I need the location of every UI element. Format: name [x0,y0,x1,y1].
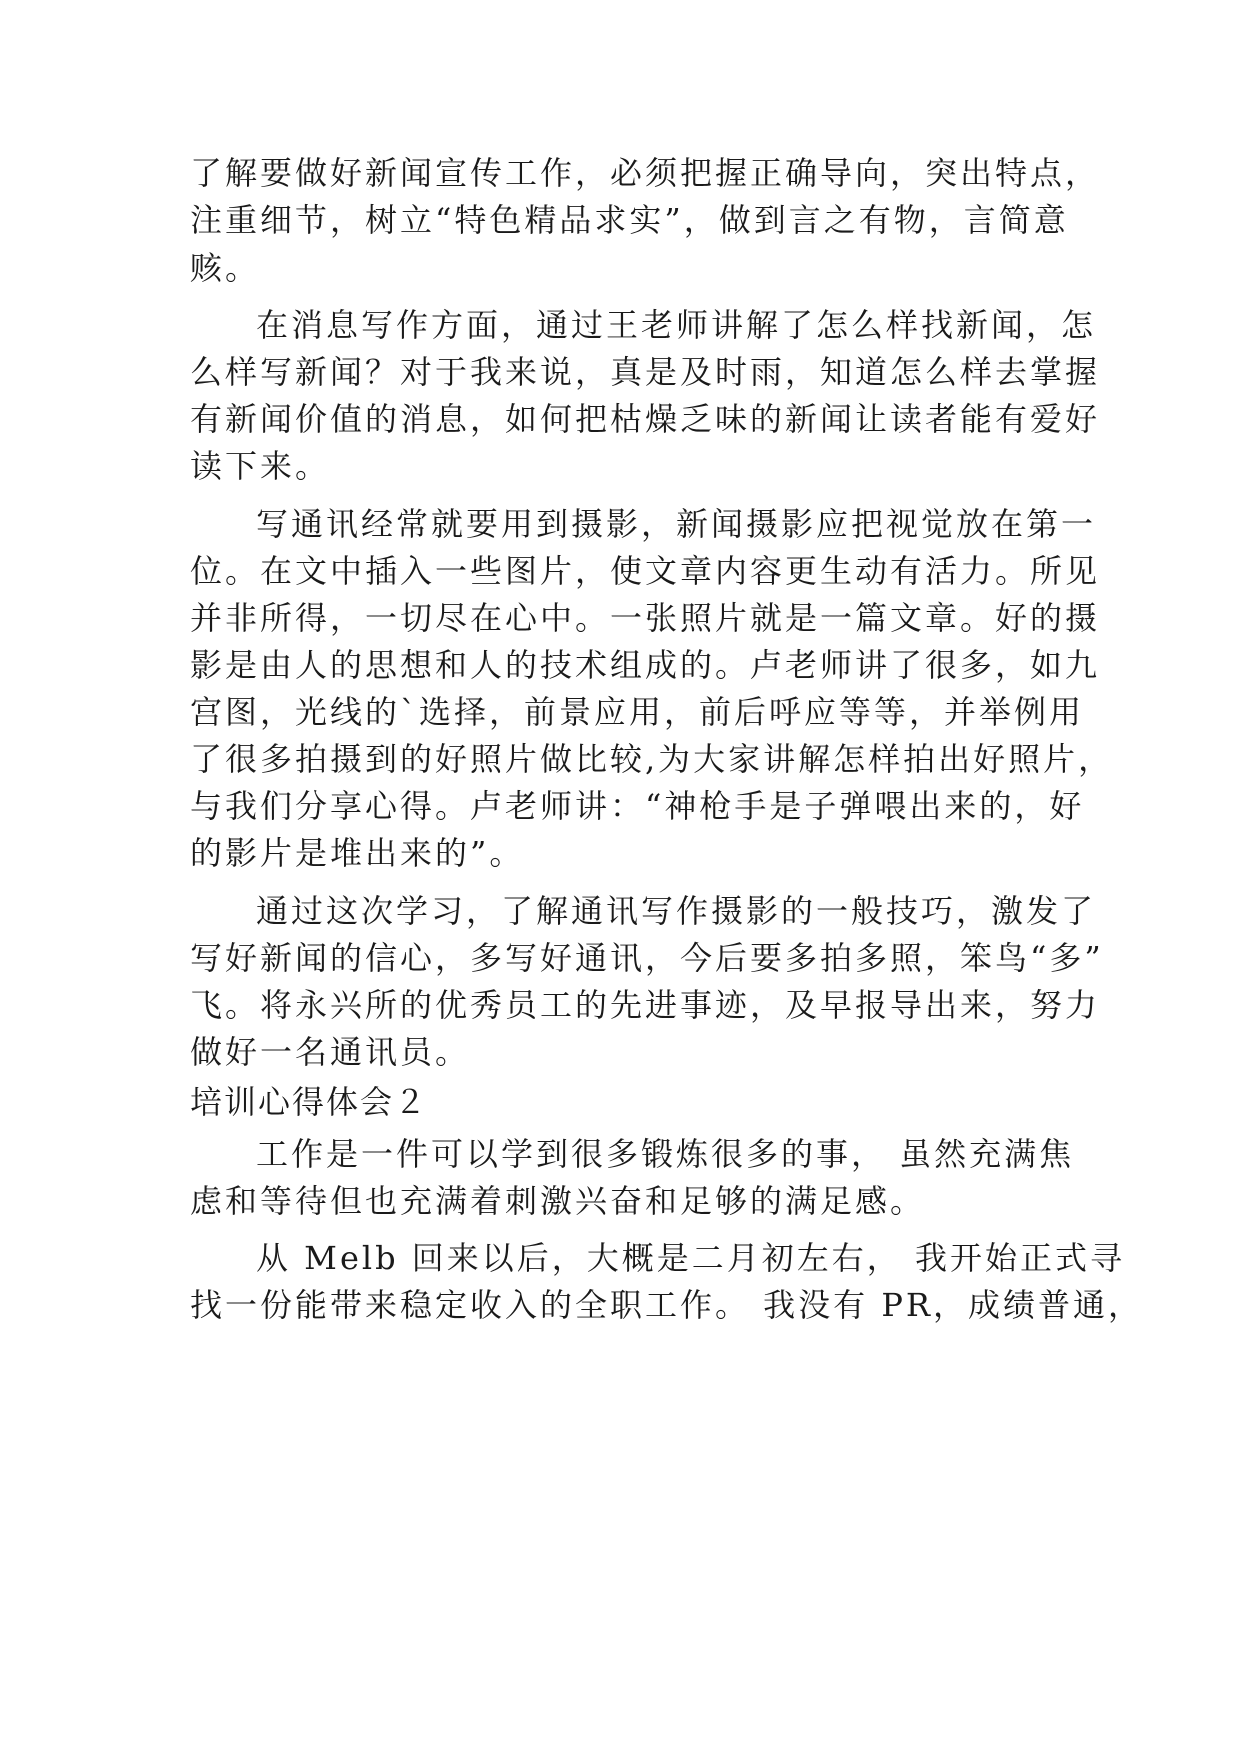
text-line: 并非所得，一切尽在心中。一张照片就是一篇文章。好的摄 [190,599,1101,637]
text-line: 的影片是堆出来的”。 [190,834,525,872]
text-line: 工作是一件可以学到很多锻炼很多的事， 虽然充满焦 [256,1135,1075,1173]
text-line: 宫图，光线的`选择，前景应用，前后呼应等等，并举例用 [190,693,1085,731]
text-line: 虑和等待但也充满着刺激兴奋和足够的满足感。 [190,1182,926,1220]
text-line: 了很多拍摄到的好照片做比较,为大家讲解怎样拍出好照片， [190,740,1114,778]
text-line: 飞。将永兴所的优秀员工的先进事迹，及早报导出来，努力 [190,986,1101,1024]
text-line: 赅。 [190,249,261,287]
text-line: 从 Melb 回来以后，大概是二月初左右， 我开始正式寻 [256,1239,1125,1277]
text-line: 有新闻价值的消息，如何把枯燥乏味的新闻让读者能有爱好 [190,400,1101,438]
section-heading: 培训心得体会２ [190,1083,429,1121]
text-line: 读下来。 [190,447,331,485]
text-line: 影是由人的思想和人的技术组成的。卢老师讲了很多，如九 [190,646,1101,684]
text-line: 写通讯经常就要用到摄影，新闻摄影应把视觉放在第一 [256,505,1097,543]
text-line: 在消息写作方面，通过王老师讲解了怎么样找新闻，怎 [256,306,1097,344]
text-line: 通过这次学习，了解通讯写作摄影的一般技巧，激发了 [256,892,1097,930]
text-line: 么样写新闻？对于我来说，真是及时雨，知道怎么样去掌握 [190,353,1101,391]
text-line: 与我们分享心得。卢老师讲：“神枪手是子弹喂出来的，好 [190,787,1085,825]
text-line: 注重细节，树立“特色精品求实”，做到言之有物，言简意 [190,201,1069,239]
text-line: 找一份能带来稳定收入的全职工作。 我没有 PR，成绩普通， [190,1286,1143,1324]
text-line: 了解要做好新闻宣传工作，必须把握正确导向，突出特点， [190,154,1101,192]
text-line: 位。在文中插入一些图片，使文章内容更生动有活力。所见 [190,552,1101,590]
text-line: 写好新闻的信心，多写好通讯，今后要多拍多照，笨鸟“多” [190,939,1104,977]
text-line: 做好一名通讯员。 [190,1033,471,1071]
